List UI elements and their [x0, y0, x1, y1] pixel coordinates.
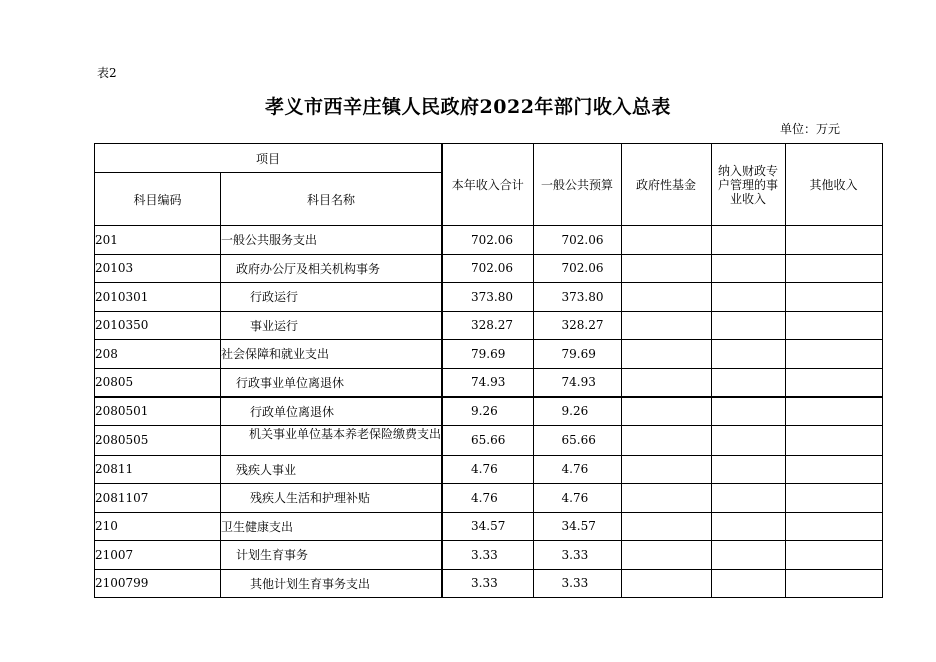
row-code: 20811 [95, 455, 221, 484]
row-gov-fund [621, 484, 711, 513]
row-gov-fund [621, 368, 711, 397]
row-general-budget: 3.33 [533, 541, 621, 570]
row-general-budget: 74.93 [533, 368, 621, 397]
header-special-account: 纳入财政专户管理的事业收入 [711, 144, 785, 226]
row-other [785, 397, 882, 426]
row-other [785, 541, 882, 570]
row-general-budget: 34.57 [533, 512, 621, 541]
row-other [785, 340, 882, 369]
row-general-budget: 702.06 [533, 254, 621, 283]
row-gov-fund [621, 541, 711, 570]
row-other [785, 569, 882, 598]
row-other [785, 283, 882, 312]
row-code: 2081107 [95, 484, 221, 513]
row-name: 残疾人生活和护理补贴 [221, 484, 443, 513]
row-code: 208 [95, 340, 221, 369]
row-gov-fund [621, 254, 711, 283]
row-general-budget: 702.06 [533, 226, 621, 255]
row-name: 行政运行 [221, 283, 443, 312]
page-title: 孝义市西辛庄镇人民政府2022年部门收入总表 [265, 96, 671, 118]
table-row [95, 397, 883, 426]
row-general-budget: 373.80 [533, 283, 621, 312]
table-row [95, 569, 883, 598]
row-special-account [711, 226, 785, 255]
row-code: 20805 [95, 368, 221, 397]
row-special-account [711, 512, 785, 541]
row-other [785, 484, 882, 513]
row-name: 政府办公厅及相关机构事务 [221, 254, 443, 283]
row-total: 3.33 [442, 541, 533, 570]
table-row [95, 455, 883, 484]
row-total: 3.33 [442, 569, 533, 598]
table-row [95, 368, 883, 397]
row-general-budget: 328.27 [533, 311, 621, 340]
row-other [785, 368, 882, 397]
row-special-account [711, 425, 785, 455]
row-other [785, 455, 882, 484]
row-gov-fund [621, 226, 711, 255]
row-special-account [711, 283, 785, 312]
row-code: 210 [95, 512, 221, 541]
row-name: 其他计划生育事务支出 [221, 569, 443, 598]
row-special-account [711, 455, 785, 484]
row-special-account [711, 569, 785, 598]
row-general-budget: 4.76 [533, 484, 621, 513]
row-code: 20103 [95, 254, 221, 283]
row-total: 74.93 [442, 368, 533, 397]
table-row [95, 254, 883, 283]
table-row [95, 226, 883, 255]
table-row [95, 484, 883, 513]
header-other: 其他收入 [785, 144, 882, 226]
row-general-budget: 9.26 [533, 397, 621, 426]
row-total: 79.69 [442, 340, 533, 369]
row-name: 计划生育事务 [221, 541, 443, 570]
row-special-account [711, 311, 785, 340]
row-special-account [711, 484, 785, 513]
row-other [785, 226, 882, 255]
row-gov-fund [621, 425, 711, 455]
row-general-budget: 4.76 [533, 455, 621, 484]
header-project: 项目 [95, 144, 443, 173]
row-name: 行政单位离退休 [221, 397, 443, 426]
row-other [785, 311, 882, 340]
row-gov-fund [621, 397, 711, 426]
row-special-account [711, 340, 785, 369]
unit-label: 单位：万元 [779, 122, 840, 136]
row-special-account [711, 397, 785, 426]
row-general-budget: 65.66 [533, 425, 621, 455]
row-special-account [711, 368, 785, 397]
row-name [221, 425, 443, 455]
row-name: 一般公共服务支出 [221, 226, 443, 255]
row-general-budget: 3.33 [533, 569, 621, 598]
row-code: 21007 [95, 541, 221, 570]
row-total: 65.66 [442, 425, 533, 455]
row-other [785, 512, 882, 541]
row-code: 2080501 [95, 397, 221, 426]
row-gov-fund [621, 283, 711, 312]
row-name: 卫生健康支出 [221, 512, 443, 541]
table-number-label: 表2 [97, 66, 117, 80]
row-total: 34.57 [442, 512, 533, 541]
table-row [95, 311, 883, 340]
row-code: 201 [95, 226, 221, 255]
row-code: 2010301 [95, 283, 221, 312]
row-name: 事业运行 [221, 311, 443, 340]
row-total: 702.06 [442, 254, 533, 283]
row-gov-fund [621, 455, 711, 484]
row-total: 4.76 [442, 455, 533, 484]
row-total: 373.80 [442, 283, 533, 312]
row-gov-fund [621, 311, 711, 340]
row-gov-fund [621, 340, 711, 369]
row-other [785, 425, 882, 455]
header-total: 本年收入合计 [442, 144, 533, 226]
row-name-text: 机关事业单位基本养老保险缴费支出 [249, 427, 442, 441]
row-special-account [711, 254, 785, 283]
row-total: 702.06 [442, 226, 533, 255]
row-total: 9.26 [442, 397, 533, 426]
row-total: 328.27 [442, 311, 533, 340]
row-gov-fund [621, 569, 711, 598]
header-gov-fund: 政府性基金 [621, 144, 711, 226]
row-code: 2010350 [95, 311, 221, 340]
row-general-budget: 79.69 [533, 340, 621, 369]
row-name: 残疾人事业 [221, 455, 443, 484]
row-code: 2080505 [95, 425, 221, 455]
header-general-budget: 一般公共预算 [533, 144, 621, 226]
table-row [95, 541, 883, 570]
row-code: 2100799 [95, 569, 221, 598]
row-gov-fund [621, 512, 711, 541]
header-name: 科目名称 [221, 173, 443, 226]
table-row [95, 512, 883, 541]
table-row [95, 340, 883, 369]
row-name: 行政事业单位离退休 [221, 368, 443, 397]
income-summary-table [94, 143, 883, 598]
header-code: 科目编码 [95, 173, 221, 226]
table-row [95, 425, 883, 455]
row-other [785, 254, 882, 283]
table-row [95, 283, 883, 312]
row-special-account [711, 541, 785, 570]
row-name: 社会保障和就业支出 [221, 340, 443, 369]
row-total: 4.76 [442, 484, 533, 513]
